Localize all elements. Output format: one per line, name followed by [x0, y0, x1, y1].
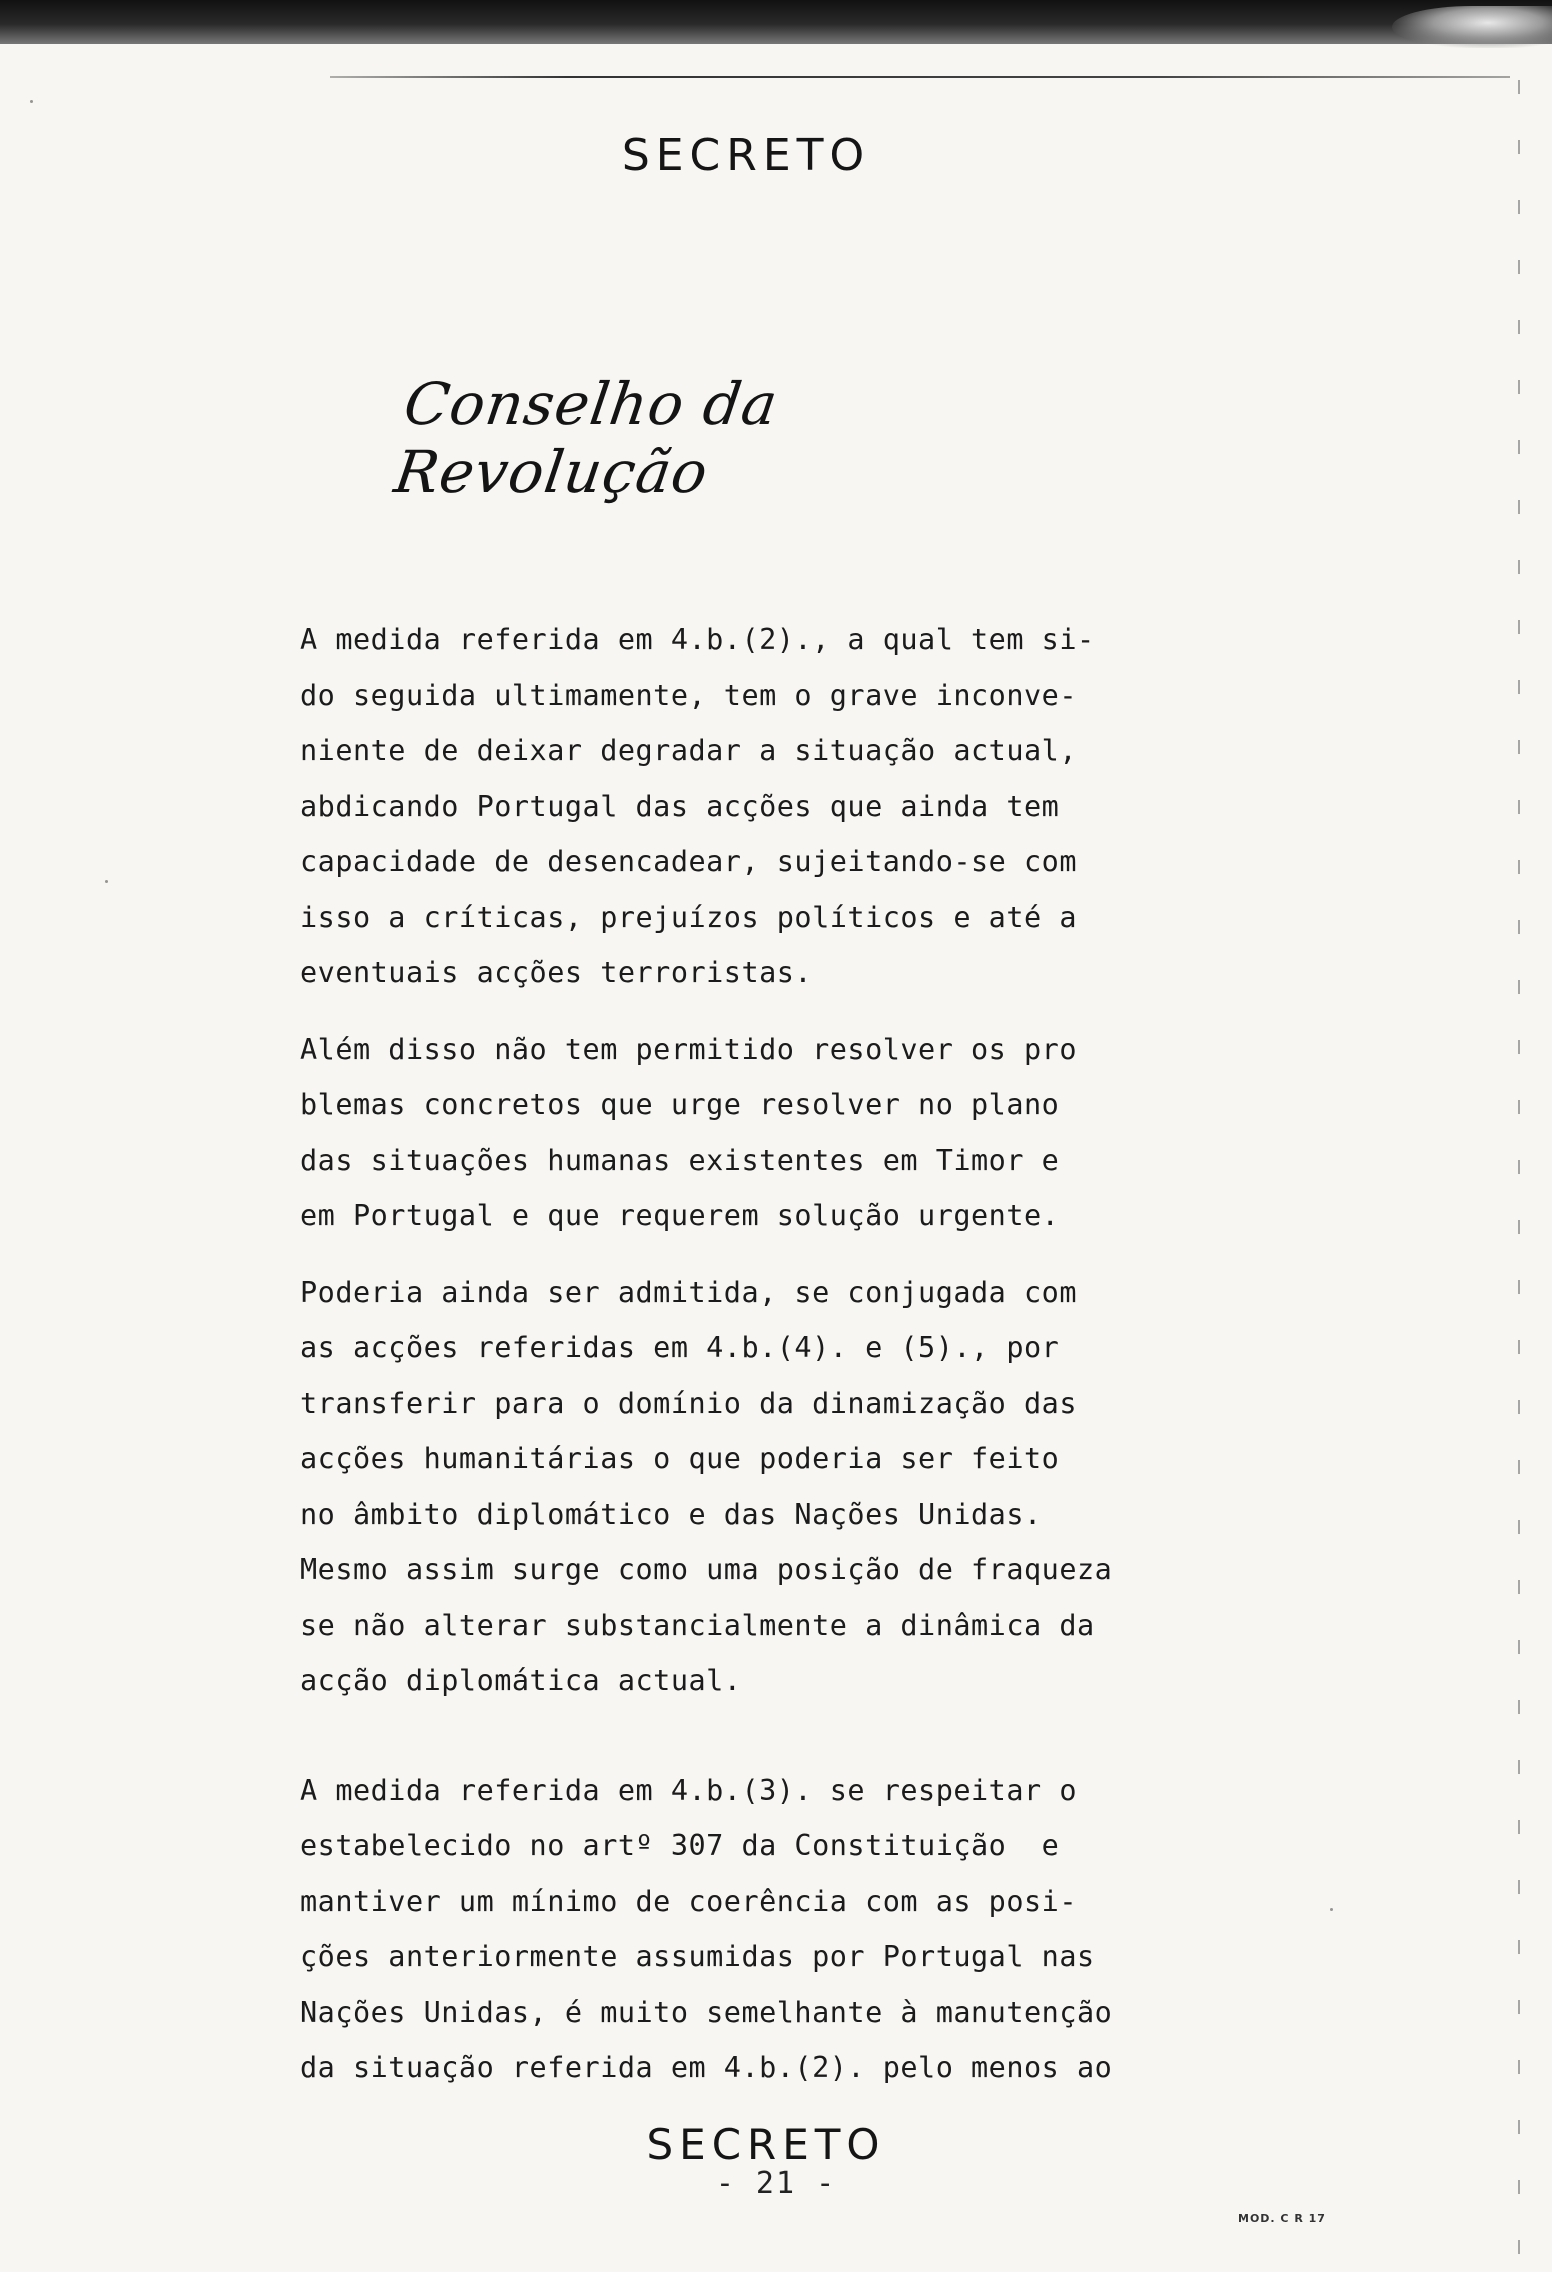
scan-speck [30, 100, 33, 103]
text-line: transferir para o domínio da dinamização das [300, 1386, 1077, 1420]
text-line: da situação referida em 4.b.(2). pelo menos ao [300, 2051, 1113, 2084]
text-line: mantiver um mínimo de coerência com as posi- [300, 1884, 1077, 1918]
text-line: Poderia ainda ser admitida, se conjugada com [300, 1275, 1077, 1309]
classification-footer: SECRETO [646, 2120, 886, 2169]
text-line: Mesmo assim surge como uma posição de fraqueza [300, 1553, 1113, 1586]
text-line: blemas concretos que urge resolver no plano [300, 1088, 1060, 1121]
classification-header: SECRETO [621, 130, 871, 181]
text-line: acção diplomática actual. [300, 1664, 742, 1697]
text-line: isso a críticas, prejuízos políticos e até a [300, 900, 1077, 934]
text-line: ções anteriormente assumidas por Portugal nas [300, 1940, 1095, 1973]
text-line: as acções referidas em 4.b.(4). e (5)., por [300, 1331, 1060, 1364]
scan-speck [105, 880, 108, 883]
scan-top-band [0, 0, 1552, 44]
body-text [300, 612, 1300, 2117]
paragraph [300, 1763, 1300, 2096]
text-line: Nações Unidas, é muito semelhante à manutenção [300, 1995, 1113, 2029]
text-line: acções humanitárias o que poderia ser feito [300, 1442, 1060, 1475]
paragraph [300, 1022, 1300, 1244]
scan-speck [1330, 1908, 1333, 1911]
text-line: estabelecido no artº 307 da Constituição e [300, 1829, 1060, 1862]
scan-flare [1392, 6, 1552, 48]
text-line: se não alterar substancialmente a dinâmica da [300, 1608, 1095, 1642]
text-line: eventuais acções terroristas. [300, 956, 813, 989]
text-line: A medida referida em 4.b.(3). se respeitar o [300, 1773, 1077, 1807]
letterhead-title: Conselho da Revolução [390, 370, 783, 506]
paragraph [300, 1265, 1300, 1709]
text-line: do seguida ultimamente, tem o grave inconve- [300, 678, 1077, 712]
text-line: A medida referida em 4.b.(2)., a qual tem si- [300, 623, 1095, 656]
text-line: niente de deixar degradar a situação actual, [300, 734, 1077, 767]
form-code: MOD. C R 17 [1238, 2212, 1326, 2225]
paragraph [300, 612, 1300, 1001]
text-line: em Portugal e que requerem solução urgente. [300, 1199, 1060, 1232]
text-line: abdicando Portugal das acções que ainda tem [300, 789, 1060, 823]
text-line: capacidade de desencadear, sujeitando-se com [300, 845, 1077, 878]
text-line: das situações humanas existentes em Timor e [300, 1143, 1060, 1177]
page-number: - 21 - [715, 2166, 837, 2201]
text-line: Além disso não tem permitido resolver os pro [300, 1032, 1077, 1066]
text-line: no âmbito diplomático e das Nações Unidas. [300, 1497, 1042, 1531]
header-rule [330, 76, 1510, 78]
scan-right-edge [1518, 80, 1520, 2260]
